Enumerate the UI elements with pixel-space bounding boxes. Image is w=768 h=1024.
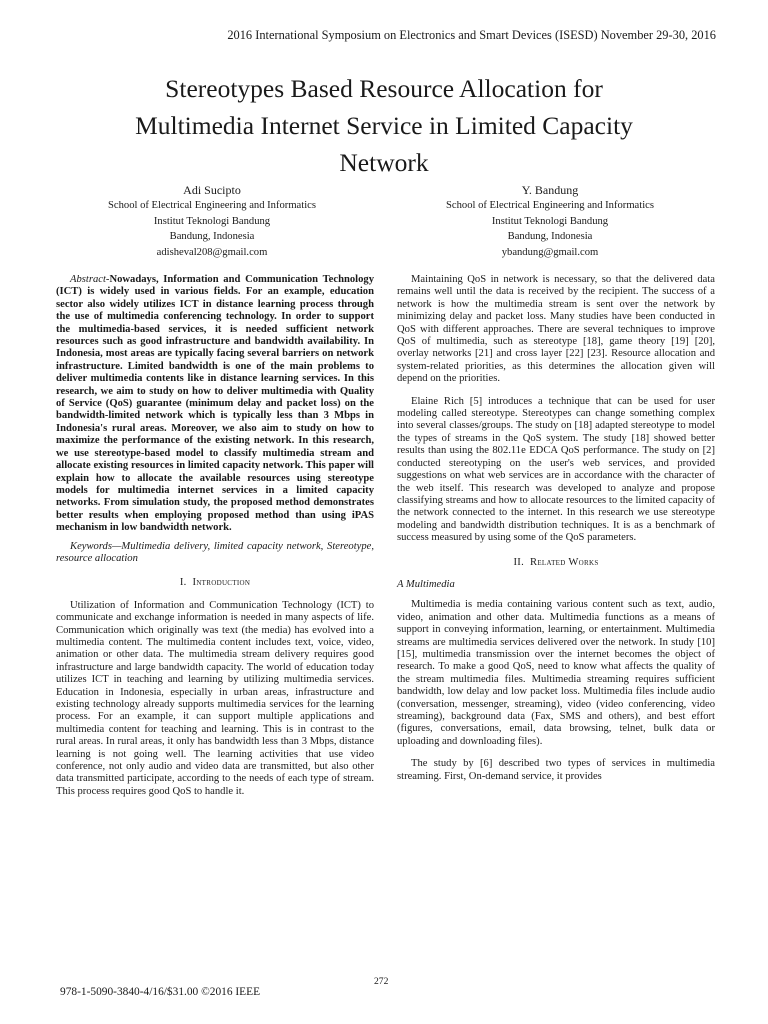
right-column <box>397 274 715 783</box>
section-heading-related-works <box>397 557 715 569</box>
left-column <box>56 274 374 798</box>
author-location: Bandung, Indonesia <box>507 231 593 243</box>
section-number: II. <box>513 556 525 568</box>
body-paragraph: Multimedia is media containing various content such as text, audio, video, animation and other data. Multimedia functions as a means of support in conveying information, learning, or entertainment. Multimedia streams are multimedia services delivered over the network. In study [10] [15], multimedia transmission over the internet becomes the object of research. To make a good QoS, need to know what affects the quality of the stream multimedia files. Multimedia streaming requires sufficient bandwidth, low delay and low packet loss. Multimedia files include audio (conversation, messenger, streaming), video (video conferencing, video streaming), background data (Fax, SMS and others), and best effort (figures, conversations, email, data browsing, telnet, bulk data or uploading and downloading files). <box>397 599 715 747</box>
body-paragraph: Elaine Rich [5] introduces a technique that can be used for user modeling called stereotype. Stereotypes can change something complex into several classes/groups. The study on [18] adapted stereotype to model the types of streams in the QoS system. The study [18] showed better results than using the 802.11e EDCA QoS performance. The study on [2] conducted stereotyping on the user's web services, and provided suggestions on what web services are in accordance with the character of the web itself. This research was developed to analyze and propose classifying streams and how to allocate resources to the limited capacity of the network connected to the internet. In this research we use stereotype modeling and bandwidth distribution techniques. It is as a benchmark of success measured by using some of the QoS parameters. <box>397 395 715 544</box>
keywords-text: Multimedia delivery, limited capacity network, Stereotype, resource allocation <box>56 540 374 564</box>
body-paragraph: Maintaining QoS in network is necessary, so that the delivered data remains well until the data is received by the recipient. The success of a network is how the multimedia stream is sent over the network by minimizing delay and packet loss. Many studies have been conducted in QoS with different approaches. There are several techniques to improve QoS of multimedia, such as stereotype [18], game theory [19] [20], overlay networks [21] and cross layer [22] [23]. Resource allocation and system-related priorities, as this determines the allocation given will depend on the priorities. <box>397 274 715 385</box>
conference-header: 2016 International Symposium on Electronics and Smart Devices (ISESD) November 29-30, 2016 <box>227 28 716 42</box>
author-institute: Institut Teknologi Bandung <box>153 215 271 227</box>
author-department: School of Electrical Engineering and Informatics <box>446 200 654 211</box>
author-location: Bandung, Indonesia <box>169 231 255 243</box>
author-block <box>62 182 362 260</box>
section-title: Related Works <box>529 556 599 568</box>
author-name: Y. Bandung <box>521 183 579 197</box>
keywords <box>56 541 374 566</box>
author-email: ybandung@gmail.com <box>501 246 599 258</box>
footer-isbn: 978-1-5090-3840-4/16/$31.00 ©2016 IEEE <box>60 986 261 998</box>
body-paragraph: Utilization of Information and Communication Technology (ICT) to communicate and exchange information is needed in many aspects of life. Communication which originally was text (the media) has evolved into a multimedia content. The multimedia content includes text, voice, video, animation or other data. The multimedia stream delivery requires good infrastructure and large bandwidth capacity. The world of education today utilizes ICT in teaching and learning by utilizing multimedia services. Education in Indonesia, especially in urban areas, infrastructure and existing technology already supports multimedia services for the learning process. For an example, it can support multiple applications and multimedia content for teaching and learning. This is in contrast to the rural areas. In rural areas, it only has bandwidth less than 3 Mbps, distance learning is not going well. The learning activities that use video conference, not only audio and video data are transmitted, but also other data transmitted participate, according to the needs of each type of stream. This process requires good QoS to handle it. <box>56 599 374 797</box>
author-name: Adi Sucipto <box>183 183 241 197</box>
title-line: Network <box>339 148 429 177</box>
author-department: School of Electrical Engineering and Informatics <box>108 200 316 211</box>
author-institute: Institut Teknologi Bandung <box>491 215 609 227</box>
abstract-text: Nowadays, Information and Communication Technology (ICT) is widely used in various fields. For an example, education sector also widely utilizes ICT in distance learning process through the use of multimedia conferencing technology. In order to support the multimedia-based services, it is needed sufficient network resources such as good infrastructure and bandwidth availability. In Indonesia, most areas are typically facing several barriers on network infrastructure. Limited bandwidth is one of the main problems to deliver multimedia contents like in distance learning services. In this research, we aim to study on how to deliver multimedia with Quality of Service (QoS) guarantee (minimum delay and packet loss) on the bandwidth-limited network which is typically less than 3 Mbps in Indonesia's rural areas. Moreover, we also aim to study on how to maximize the performance of the existing network. In this research, we use stereotype-based model to classify multimedia stream and allocate existing resources in limited capacity network. This paper will explain how to allocate the available resources using stereotype models for multimedia internet services in a limited capacity networks. From simulation study, the proposed method demonstrates better results when employing proposed method than using iPAS mechanism in low bandwidth network. <box>56 274 374 534</box>
section-title: Introduction <box>192 577 251 589</box>
title-line: Multimedia Internet Service in Limited Capacity <box>135 111 633 140</box>
body-paragraph: The study by [6] described two types of services in multimedia streaming. First, On-demand service, it provides <box>397 758 715 782</box>
author-block <box>400 182 700 260</box>
page-number: 272 <box>374 976 389 987</box>
section-heading-introduction <box>56 577 374 589</box>
abstract-label: Abstract- <box>70 274 110 285</box>
section-number: I. <box>179 577 187 589</box>
author-email: adisheval208@gmail.com <box>156 246 268 258</box>
title-line: Stereotypes Based Resource Allocation for <box>165 74 603 103</box>
paper-title <box>60 70 708 181</box>
keywords-label: Keywords— <box>70 540 122 552</box>
subsection-heading-multimedia: A Multimedia <box>397 578 455 590</box>
abstract <box>56 274 374 535</box>
